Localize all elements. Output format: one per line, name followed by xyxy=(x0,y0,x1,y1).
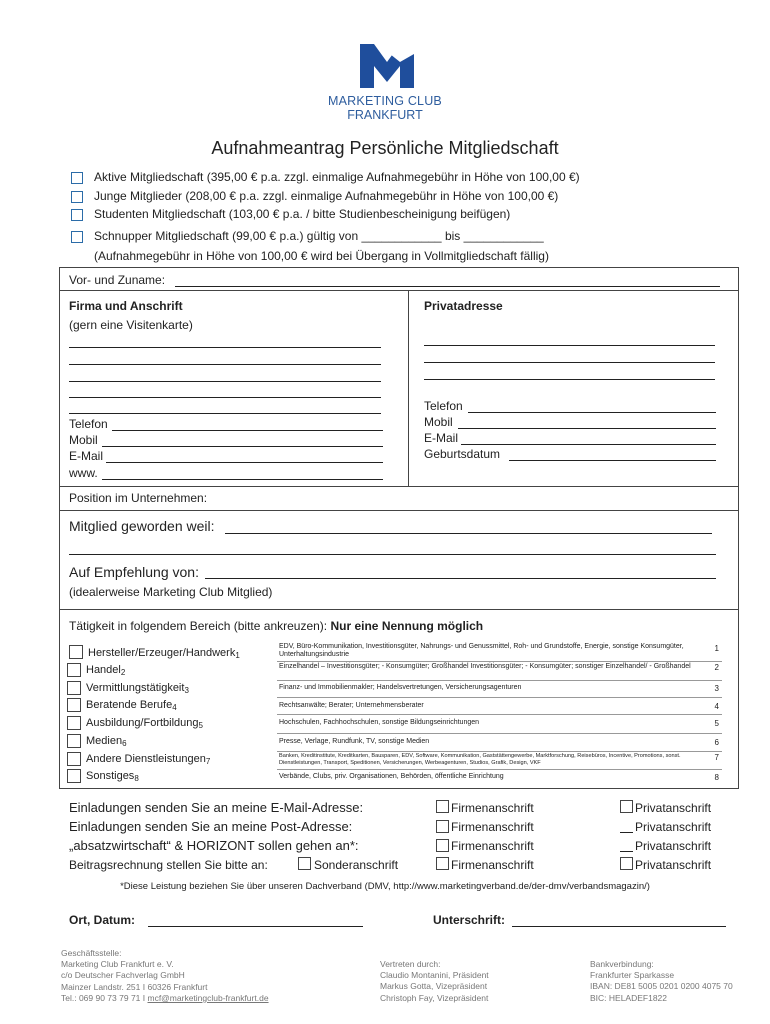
referral-field[interactable] xyxy=(205,578,716,579)
divider xyxy=(277,714,722,715)
footer-representatives: Vertreten durch: Claudio Montanini, Präsident Markus Gotta, Vizepräsident Christoph Fay, Vizepräsident xyxy=(380,959,489,1003)
category-label: Beratende Berufe$_4$ xyxy=(86,699,177,712)
mailing-email-company-label: Firmenanschrift xyxy=(451,801,534,815)
company-subheading: (gern eine Visitenkarte) xyxy=(69,318,193,332)
reason-field[interactable] xyxy=(225,533,712,534)
mailing-email-company-checkbox[interactable] xyxy=(436,800,449,813)
mailing-email-private-checkbox[interactable] xyxy=(620,800,633,813)
signature-field[interactable] xyxy=(512,926,726,927)
category-number: 3 xyxy=(714,684,719,693)
category-description: Finanz- und Immobilienmakler; Handelsvertretungen, Versicherungsagenturen xyxy=(279,684,522,691)
trial-to-blank[interactable]: ____________ xyxy=(463,229,544,243)
membership-active-checkbox[interactable] xyxy=(71,172,83,184)
category-label: Sonstiges$_8$ xyxy=(86,770,139,783)
mailing-email-label: Einladungen senden Sie an meine E-Mail-Adresse: xyxy=(69,800,364,815)
billing-company-label: Firmenanschrift xyxy=(451,858,534,872)
billing-private-label: Privatanschrift xyxy=(635,858,712,872)
company-address-line[interactable] xyxy=(69,364,381,365)
mailing-post-company-checkbox[interactable] xyxy=(436,820,449,833)
logo-text-line2: FRANKFURT xyxy=(347,108,423,122)
membership-young-label: Junge Mitglieder (208,00 € p.a. zzgl. einmalige Aufnahmegebühr in Höhe von 100,00 €) xyxy=(94,189,559,203)
divider xyxy=(277,733,722,734)
category-number: 2 xyxy=(714,663,719,672)
company-address-line[interactable] xyxy=(69,347,381,348)
private-email-field[interactable] xyxy=(461,444,716,445)
mailing-magazine-private-label: Privatanschrift xyxy=(635,839,712,853)
footer-office: Geschäftsstelle: Marketing Club Frankfurt e. V. c/o Deutscher Fachverlag GmbH Mainzer Landstr. 251 I 60326 Frankfurt Tel.: 069 90 73 79 71 I mcf@marketingclub-frankfurt.de xyxy=(61,948,269,1003)
billing-private-checkbox[interactable] xyxy=(620,857,633,870)
mailing-post-company-label: Firmenanschrift xyxy=(451,820,534,834)
divider xyxy=(408,290,409,486)
activity-heading xyxy=(69,619,483,633)
position-label: Position im Unternehmen: xyxy=(69,491,208,505)
divider xyxy=(59,609,739,610)
mailing-email-private-label: Privatanschrift xyxy=(635,801,712,815)
mailing-post-label: Einladungen senden Sie an meine Post-Adresse: xyxy=(69,819,353,834)
trial-to-text: bis xyxy=(444,229,461,243)
billing-label: Beitragsrechnung stellen Sie bitte an: xyxy=(69,858,268,872)
category-label: Ausbildung/Fortbildung$_5$ xyxy=(86,717,203,730)
category-checkbox[interactable] xyxy=(69,645,83,659)
company-address-line[interactable] xyxy=(69,397,381,398)
divider xyxy=(277,680,722,681)
category-checkbox[interactable] xyxy=(67,698,81,712)
private-phone-label: Telefon xyxy=(424,399,463,413)
footer-bank: Bankverbindung: Frankfurter Sparkasse IBAN: DE81 5005 0201 0200 4075 70 BIC: HELADEF1822 xyxy=(590,959,733,1003)
company-email-field[interactable] xyxy=(106,462,383,463)
trial-from-blank[interactable]: ____________ xyxy=(361,229,442,243)
trial-label-text: Schnupper Mitgliedschaft (99,00 € p.a.) gültig von xyxy=(94,229,359,243)
activity-heading-emphasis: Nur eine Nennung möglich xyxy=(330,619,484,633)
private-mobile-field[interactable] xyxy=(458,428,716,429)
category-description: Einzelhandel – Investitionsgüter; - Konsumgüter; Großhandel Investitionsgüter; - Konsumgüter; sonstiger Einzelhandel/ - Großhandel xyxy=(279,663,691,670)
place-date-field[interactable] xyxy=(148,926,363,927)
category-checkbox[interactable] xyxy=(67,734,81,748)
category-label: Vermittlungstätigkeit$_3$ xyxy=(86,682,189,695)
divider xyxy=(277,661,722,662)
category-number: 6 xyxy=(714,738,719,747)
membership-student-checkbox[interactable] xyxy=(71,209,83,221)
private-address-line[interactable] xyxy=(424,345,715,346)
category-checkbox[interactable] xyxy=(67,716,81,730)
logo-text-line1: MARKETING CLUB xyxy=(328,94,442,108)
divider xyxy=(277,751,722,752)
category-number: 5 xyxy=(714,719,719,728)
name-field[interactable] xyxy=(175,286,720,287)
name-label: Vor- und Zuname: xyxy=(69,273,166,287)
category-label: Medien$_6$ xyxy=(86,735,127,748)
category-label: Hersteller/Erzeuger/Handwerk$_1$ xyxy=(88,647,240,660)
category-checkbox[interactable] xyxy=(67,681,81,695)
category-description: Presse, Verlage, Rundfunk, TV, sonstige Medien xyxy=(279,738,430,745)
divider xyxy=(59,510,739,511)
category-description: EDV, Büro-Kommunikation, Investitionsgüter, Nahrungs- und Genussmittel, Roh- und Grundstoffe, Energie, sonstige Konsumgüter, Unterhaltungsindustrie xyxy=(279,643,684,658)
mailing-magazine-company-label: Firmenanschrift xyxy=(451,839,534,853)
membership-trial-checkbox[interactable] xyxy=(71,231,83,243)
company-web-label: www. xyxy=(69,466,98,480)
divider xyxy=(59,486,739,487)
signature-label: Unterschrift: xyxy=(433,913,506,927)
divider xyxy=(59,290,739,291)
private-birthdate-field[interactable] xyxy=(509,460,716,461)
private-address-line[interactable] xyxy=(424,379,715,380)
mailing-magazine-label: „absatzwirtschaft“ & HORIZONT sollen gehen an*: xyxy=(69,838,359,853)
category-description: Banken, Kreditinstitute, Kreditkarten, Bausparen, EDV, Software, Kommunikation, Gaststättengewerbe, Marktforschung, Reisebüros, Incentive, Promotions, sonst. Dienstleistungen, Transport, Speditionen, Versicherungen, Werbeagenturen, Studios, Grafik, Design, VKF xyxy=(279,753,681,766)
membership-trial-label xyxy=(94,229,544,243)
private-phone-field[interactable] xyxy=(468,412,716,413)
company-phone-field[interactable] xyxy=(112,430,383,431)
category-checkbox[interactable] xyxy=(67,663,81,677)
private-birthdate-label: Geburtsdatum xyxy=(424,447,501,461)
membership-young-checkbox[interactable] xyxy=(71,191,83,203)
reason-field-continued[interactable] xyxy=(69,554,716,555)
category-number: 4 xyxy=(714,702,719,711)
mailing-post-private-label: Privatanschrift xyxy=(635,820,712,834)
mailing-magazine-private-checkbox[interactable] xyxy=(620,851,633,852)
category-checkbox[interactable] xyxy=(67,769,81,783)
private-heading: Privatadresse xyxy=(424,299,503,313)
footer-email-link[interactable]: mcf@marketingclub-frankfurt.de xyxy=(147,992,269,1003)
private-mobile-label: Mobil xyxy=(424,415,453,429)
referral-note: (idealerweise Marketing Club Mitglied) xyxy=(69,585,273,599)
category-number: 1 xyxy=(714,644,719,653)
company-mobile-label: Mobil xyxy=(69,433,98,447)
footnote: *Diese Leistung beziehen Sie über unseren Dachverband (DMV, http://www.marketingverband.de/der-dmv/verbandsmagazin/) xyxy=(120,881,650,892)
private-email-label: E-Mail xyxy=(424,431,459,445)
divider xyxy=(277,769,722,770)
place-date-label: Ort, Datum: xyxy=(69,913,136,927)
private-address-line[interactable] xyxy=(424,362,715,363)
referral-label: Auf Empfehlung von: xyxy=(69,564,199,580)
trial-note: (Aufnahmegebühr in Höhe von 100,00 € wird bei Übergang in Vollmitgliedschaft fällig) xyxy=(94,249,549,263)
category-label: Handel$_2$ xyxy=(86,664,126,677)
company-web-field[interactable] xyxy=(102,479,383,480)
logo-mark-icon xyxy=(360,40,414,88)
category-checkbox[interactable] xyxy=(67,752,81,766)
company-email-label: E-Mail xyxy=(69,449,104,463)
billing-special-label: Sonderanschrift xyxy=(314,858,399,872)
company-address-line[interactable] xyxy=(69,413,381,414)
company-phone-label: Telefon xyxy=(69,417,108,431)
mailing-post-private-checkbox[interactable] xyxy=(620,832,633,833)
membership-active-label: Aktive Mitgliedschaft (395,00 € p.a. zzgl. einmalige Aufnahmegebühr in Höhe von 100,00 €) xyxy=(94,170,580,184)
billing-special-checkbox[interactable] xyxy=(298,857,311,870)
company-address-line[interactable] xyxy=(69,381,381,382)
divider xyxy=(277,697,722,698)
category-number: 7 xyxy=(714,753,719,762)
category-description: Verbände, Clubs, priv. Organisationen, Behörden, öffentliche Einrichtung xyxy=(279,773,504,780)
company-heading: Firma und Anschrift xyxy=(69,299,183,313)
billing-company-checkbox[interactable] xyxy=(436,857,449,870)
category-label: Andere Dienstleistungen$_7$ xyxy=(86,753,211,766)
page-title: Aufnahmeantrag Persönliche Mitgliedschaft xyxy=(211,138,559,158)
company-mobile-field[interactable] xyxy=(102,446,383,447)
category-description: Hochschulen, Fachhochschulen, sonstige Bildungseinrichtungen xyxy=(279,719,480,726)
logo xyxy=(325,40,445,125)
category-number: 8 xyxy=(714,773,719,782)
activity-heading-text: Tätigkeit in folgendem Bereich (bitte ankreuzen): xyxy=(69,619,331,633)
reason-label: Mitglied geworden weil: xyxy=(69,518,215,534)
membership-student-label: Studenten Mitgliedschaft (103,00 € p.a. / bitte Studienbescheinigung beifügen) xyxy=(94,207,511,221)
category-description: Rechtsanwälte; Berater; Unternehmensberater xyxy=(279,702,424,709)
mailing-magazine-company-checkbox[interactable] xyxy=(436,839,449,852)
